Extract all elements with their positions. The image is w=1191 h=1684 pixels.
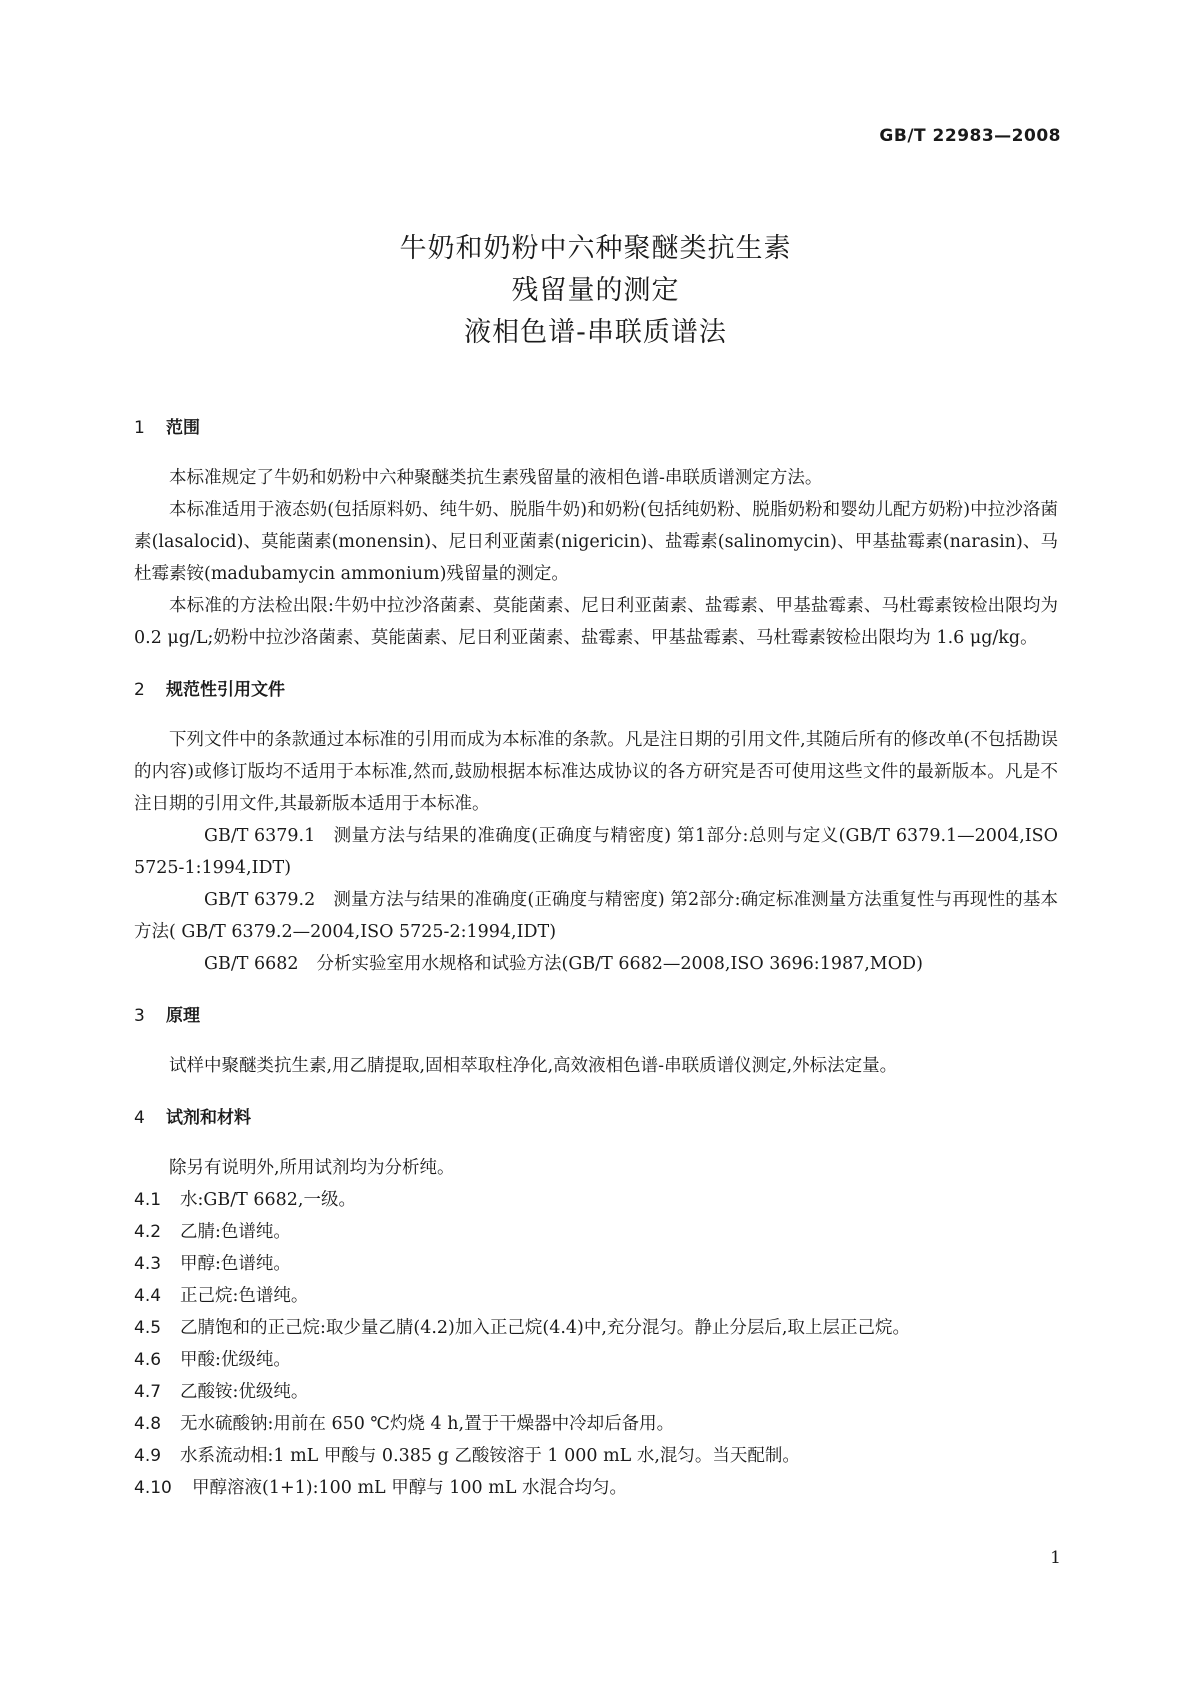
- paragraph: 本标准规定了牛奶和奶粉中六种聚醚类抗生素残留量的液相色谱-串联质谱测定方法。: [169, 468, 823, 488]
- item-number: 4.7: [134, 1382, 162, 1402]
- list-item: [134, 1440, 1058, 1472]
- item-number: 4.3: [134, 1254, 162, 1274]
- item-text: 甲酸:优级纯。: [180, 1350, 291, 1370]
- section-title: 原理: [166, 1006, 200, 1026]
- item-text: 水:GB/T 6682,一级。: [180, 1190, 356, 1210]
- list-item: [134, 1216, 1058, 1248]
- list-item: [134, 1280, 1058, 1312]
- reference-code: GB/T 6379.2: [204, 890, 316, 910]
- reference-code: GB/T 6379.1: [204, 826, 316, 846]
- section-number: 2: [134, 680, 145, 700]
- list-item: [134, 1248, 1058, 1280]
- section-heading-normative-references: [134, 674, 1058, 706]
- item-number: 4.8: [134, 1414, 162, 1434]
- item-number: 4.1: [134, 1190, 162, 1210]
- item-text: 乙腈饱和的正己烷:取少量乙腈(4.2)加入正己烷(4.4)中,充分混匀。静止分层后,取上层正己烷。: [180, 1318, 910, 1338]
- list-item: [134, 1312, 1058, 1344]
- item-number: 4.6: [134, 1350, 162, 1370]
- reference-entry: [134, 820, 1058, 884]
- title-line-1: 牛奶和奶粉中六种聚醚类抗生素: [399, 233, 792, 264]
- item-number: 4.2: [134, 1222, 162, 1242]
- list-item: [134, 1184, 1058, 1216]
- section-title: 范围: [166, 418, 200, 438]
- item-text: 甲醇溶液(1+1):100 mL 甲醇与 100 mL 水混合均匀。: [192, 1478, 628, 1498]
- item-text: 甲醇:色谱纯。: [180, 1254, 291, 1274]
- paragraph: 本标准适用于液态奶(包括原料奶、纯牛奶、脱脂牛奶)和奶粉(包括纯奶粉、脱脂奶粉和婴幼儿配方奶粉)中拉沙洛菌素(lasalocid)、莫能菌素(monensin)、尼日利亚菌素(nigericin)、盐霉素(salinomycin)、甲基盐霉素(narasin)、马杜霉素铵(madubamycin ammonium)残留量的测定。: [134, 500, 1058, 584]
- item-text: 正己烷:色谱纯。: [180, 1286, 309, 1306]
- section-heading-scope: [134, 412, 1058, 444]
- list-item: [134, 1408, 1058, 1440]
- section-title: 规范性引用文件: [166, 680, 285, 700]
- reference-text: 测量方法与结果的准确度(正确度与精密度) 第2部分:确定标准测量方法重复性与再现性的基本方法( GB/T 6379.2—2004,ISO 5725-2:1994,IDT): [134, 890, 1058, 942]
- item-text: 乙腈:色谱纯。: [180, 1222, 291, 1242]
- section-number: 4: [134, 1108, 145, 1128]
- paragraph: 下列文件中的条款通过本标准的引用而成为本标准的条款。凡是注日期的引用文件,其随后所有的修改单(不包括勘误的内容)或修订版均不适用于本标准,然而,鼓励根据本标准达成协议的各方研究是否可使用这些文件的最新版本。凡是不注日期的引用文件,其最新版本适用于本标准。: [134, 730, 1058, 814]
- paragraph: 本标准的方法检出限:牛奶中拉沙洛菌素、莫能菌素、尼日利亚菌素、盐霉素、甲基盐霉素、马杜霉素铵检出限均为 0.2 μg/L;奶粉中拉沙洛菌素、莫能菌素、尼日利亚菌素、盐霉素、甲基盐霉素、马杜霉素铵检出限均为 1.6 μg/kg。: [134, 596, 1058, 648]
- paragraph: 除另有说明外,所用试剂均为分析纯。: [169, 1158, 455, 1178]
- reference-entry: [134, 884, 1058, 948]
- item-number: 4.10: [134, 1478, 172, 1498]
- reference-entry: [134, 948, 1058, 980]
- standard-code: GB/T 22983—2008: [879, 126, 1061, 146]
- section-number: 1: [134, 418, 145, 438]
- page-number: 1: [1050, 1548, 1061, 1568]
- item-number: 4.4: [134, 1286, 162, 1306]
- reference-text: 分析实验室用水规格和试验方法(GB/T 6682—2008,ISO 3696:1987,MOD): [316, 954, 923, 974]
- item-number: 4.5: [134, 1318, 162, 1338]
- paragraph: 试样中聚醚类抗生素,用乙腈提取,固相萃取柱净化,高效液相色谱-串联质谱仪测定,外标法定量。: [169, 1056, 898, 1076]
- item-number: 4.9: [134, 1446, 162, 1466]
- title-line-2: 残留量的测定: [511, 275, 680, 306]
- item-text: 水系流动相:1 mL 甲酸与 0.385 g 乙酸铵溶于 1 000 mL 水,混匀。当天配制。: [180, 1446, 800, 1466]
- reference-text: 测量方法与结果的准确度(正确度与精密度) 第1部分:总则与定义(GB/T 6379.1—2004,ISO 5725-1:1994,IDT): [134, 826, 1058, 878]
- document-title: [0, 228, 1191, 354]
- section-title: 试剂和材料: [166, 1108, 251, 1128]
- list-item: [134, 1344, 1058, 1376]
- reference-code: GB/T 6682: [204, 954, 299, 974]
- title-line-3: 液相色谱-串联质谱法: [464, 317, 727, 348]
- section-heading-reagents: [134, 1102, 1058, 1134]
- document-body: [134, 412, 1058, 1504]
- item-text: 无水硫酸钠:用前在 650 ℃灼烧 4 h,置于干燥器中冷却后备用。: [180, 1414, 675, 1434]
- list-item: [134, 1376, 1058, 1408]
- list-item: [134, 1472, 1058, 1504]
- item-text: 乙酸铵:优级纯。: [180, 1382, 309, 1402]
- section-number: 3: [134, 1006, 145, 1026]
- section-heading-principle: [134, 1000, 1058, 1032]
